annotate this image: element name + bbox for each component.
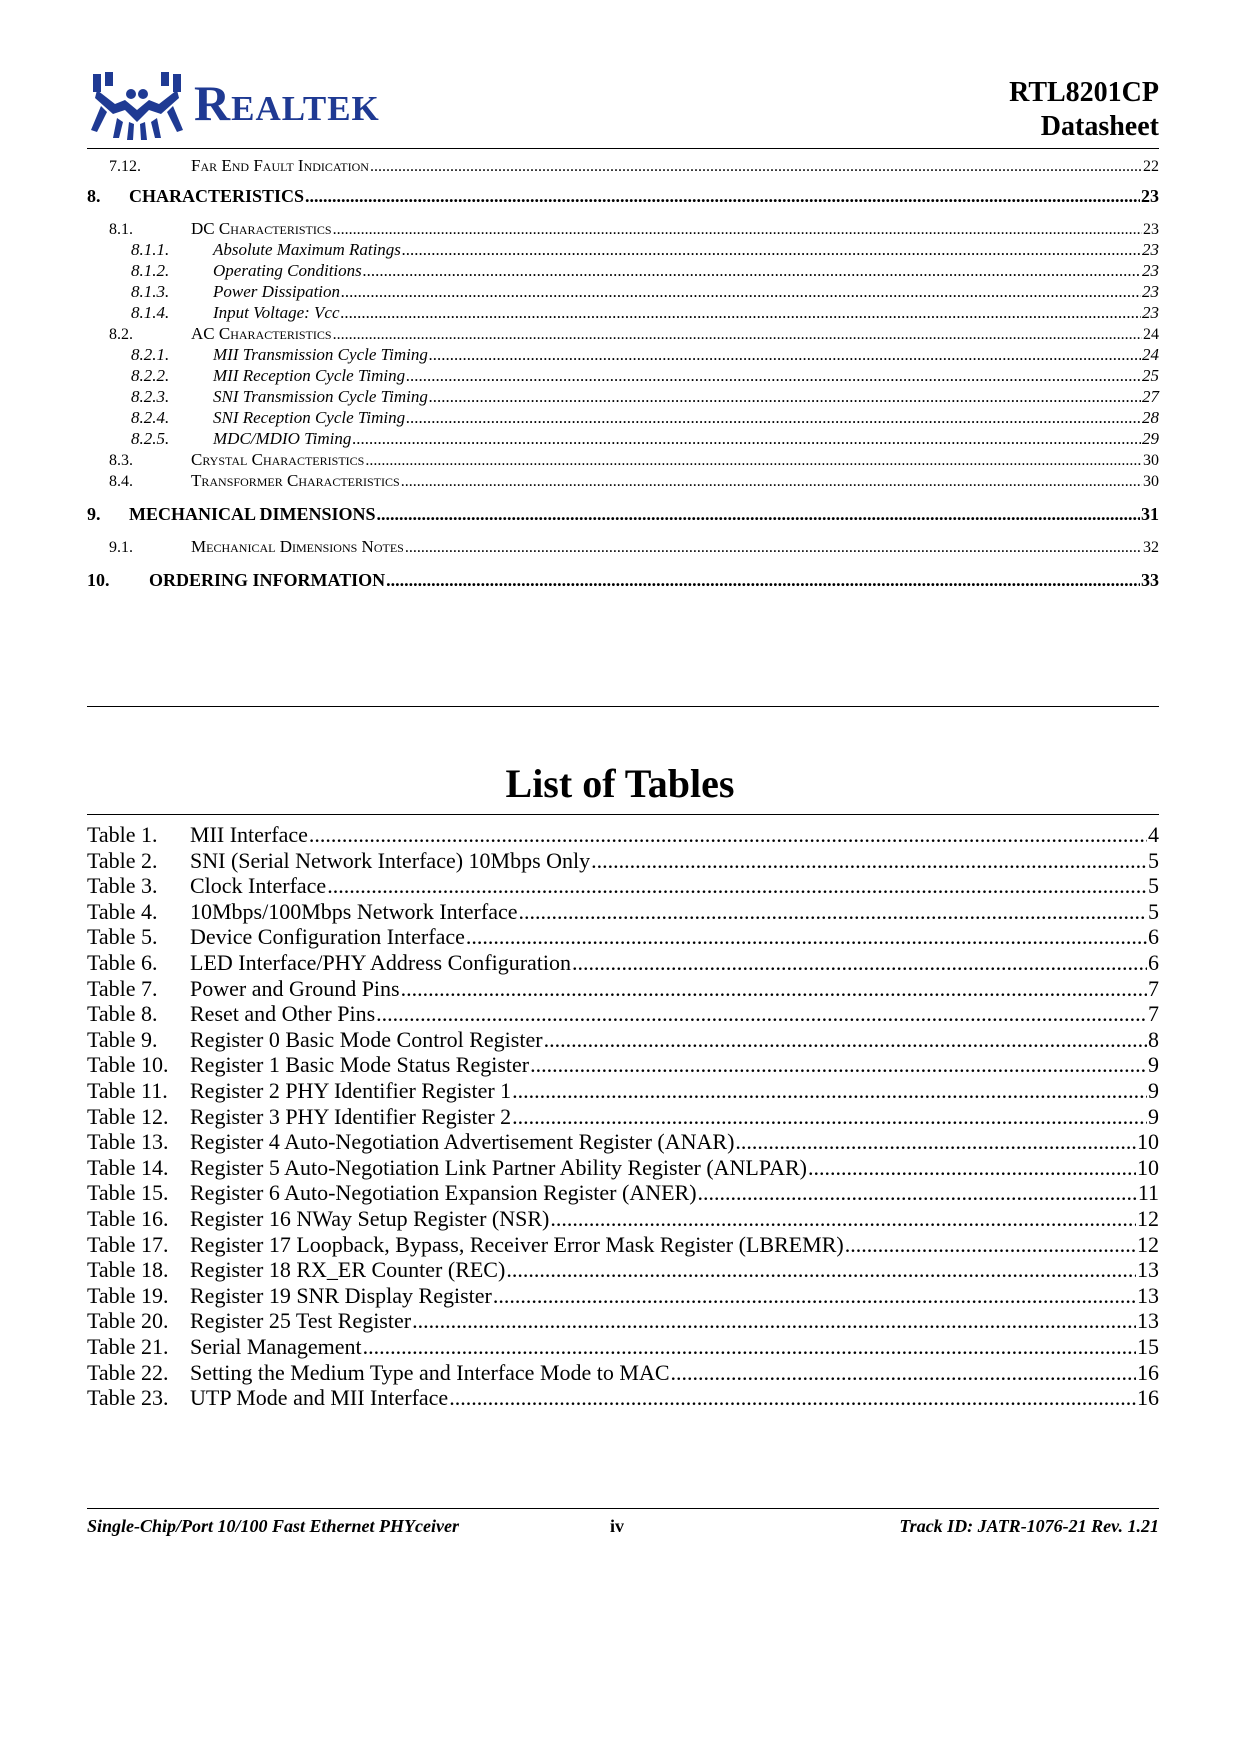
toc-entry[interactable] xyxy=(87,240,1159,260)
toc-entry-title: Absolute Maximum Ratings xyxy=(213,240,401,259)
list-of-tables-entry[interactable] xyxy=(87,1308,1159,1334)
list-of-tables-entry[interactable] xyxy=(87,950,1159,976)
table-title: Register 3 PHY Identifier Register 2 xyxy=(190,1103,512,1129)
table-dot-leader xyxy=(572,950,1147,976)
list-of-tables-entry[interactable] xyxy=(87,1283,1159,1309)
toc-entry-number: 8.1.3. xyxy=(131,282,170,301)
table-page: 7 xyxy=(1148,975,1159,1001)
footer-divider xyxy=(87,1508,1159,1509)
realtek-logo xyxy=(87,70,417,145)
table-page: 8 xyxy=(1148,1026,1159,1052)
toc-entry[interactable] xyxy=(87,408,1159,428)
list-of-tables-entry[interactable] xyxy=(87,899,1159,925)
toc-entry[interactable] xyxy=(87,303,1159,323)
table-title: MII Interface xyxy=(190,822,308,847)
toc-entry-page: 32 xyxy=(1143,539,1159,556)
toc-entry-page: 33 xyxy=(1141,570,1159,590)
table-title: Register 18 RX_ER Counter (REC) xyxy=(190,1257,506,1283)
table-label: Table 14. xyxy=(87,1154,169,1180)
product-name: RTL8201CP xyxy=(1009,77,1159,108)
toc-entry[interactable] xyxy=(87,261,1159,281)
table-label: Table 16. xyxy=(87,1206,169,1231)
toc-entry-number: 8.4. xyxy=(109,473,133,490)
toc-entry-title: Far End Fault Indication xyxy=(191,156,369,175)
toc-entry-number: 8.2.5. xyxy=(131,429,170,448)
document-type: Datasheet xyxy=(1040,111,1159,142)
toc-entry-number: 9. xyxy=(87,504,101,524)
realtek-crab-logo-icon xyxy=(87,70,187,142)
list-of-tables-entry[interactable] xyxy=(87,976,1159,1002)
toc-entry-number: 9.1. xyxy=(109,539,133,556)
toc-entry-page: 23 xyxy=(1142,240,1159,259)
toc-dot-leader xyxy=(429,387,1141,407)
list-of-tables-entry[interactable] xyxy=(87,1155,1159,1181)
table-label: Table 9. xyxy=(87,1026,158,1052)
table-dot-leader xyxy=(735,1129,1136,1155)
table-page: 9 xyxy=(1148,1078,1159,1103)
toc-entry-title: CHARACTERISTICS xyxy=(129,186,305,206)
table-title: 10Mbps/100Mbps Network Interface xyxy=(190,898,518,924)
table-label: Table 13. xyxy=(87,1129,169,1155)
toc-entry-number: 8.2. xyxy=(109,326,133,343)
toc-entry[interactable] xyxy=(87,345,1159,365)
table-page: 7 xyxy=(1148,1001,1159,1027)
list-of-tables-entry[interactable] xyxy=(87,1257,1159,1283)
toc-dot-leader xyxy=(406,408,1141,428)
table-dot-leader xyxy=(309,822,1147,848)
list-of-tables-entry[interactable] xyxy=(87,1052,1159,1078)
toc-entry-page: 24 xyxy=(1142,345,1159,364)
toc-entry-page: 30 xyxy=(1143,473,1159,490)
table-label: Table 22. xyxy=(87,1359,169,1385)
page-footer xyxy=(87,1516,1159,1542)
toc-entry-page: 31 xyxy=(1141,504,1159,524)
table-title: Reset and Other Pins xyxy=(190,1001,376,1027)
table-page: 5 xyxy=(1148,898,1159,924)
toc-entry-title: MII Transmission Cycle Timing xyxy=(213,345,428,364)
table-page: 9 xyxy=(1148,1052,1159,1078)
toc-dot-leader xyxy=(365,452,1142,470)
toc-entry[interactable] xyxy=(87,366,1159,386)
toc-entry[interactable] xyxy=(87,282,1159,302)
table-page: 16 xyxy=(1137,1385,1159,1411)
toc-dot-leader xyxy=(370,158,1142,176)
table-dot-leader xyxy=(808,1155,1136,1181)
toc-dot-leader xyxy=(341,303,1141,323)
toc-entry[interactable] xyxy=(87,504,1159,525)
table-label: Table 3. xyxy=(87,873,158,899)
toc-dot-leader xyxy=(429,345,1141,365)
table-dot-leader xyxy=(327,873,1147,899)
table-title: Register 5 Auto-Negotiation Link Partner Ability Register (ANLPAR) xyxy=(190,1154,807,1180)
list-of-tables-entry[interactable] xyxy=(87,1129,1159,1155)
table-title: SNI (Serial Network Interface) 10Mbps Only xyxy=(190,847,591,873)
toc-entry[interactable] xyxy=(87,537,1159,557)
table-dot-leader xyxy=(698,1180,1137,1206)
toc-entry-number: 8. xyxy=(87,186,101,206)
toc-entry-number: 8.2.4. xyxy=(131,408,170,427)
table-title: Device Configuration Interface xyxy=(190,924,465,950)
table-title: Register 16 NWay Setup Register (NSR) xyxy=(190,1206,550,1231)
list-of-tables-entry[interactable] xyxy=(87,924,1159,950)
table-page: 10 xyxy=(1137,1129,1159,1155)
toc-entry-page: 29 xyxy=(1142,429,1159,448)
table-dot-leader xyxy=(506,1257,1136,1283)
table-page: 13 xyxy=(1137,1257,1159,1283)
toc-entry[interactable] xyxy=(87,324,1159,344)
table-page: 13 xyxy=(1137,1308,1159,1334)
table-label: Table 23. xyxy=(87,1385,169,1411)
toc-entry-page: 30 xyxy=(1143,452,1159,469)
toc-entry-title: MII Reception Cycle Timing xyxy=(213,366,406,385)
table-label: Table 2. xyxy=(87,847,158,873)
table-dot-leader xyxy=(519,899,1148,925)
table-title: Register 1 Basic Mode Status Register xyxy=(190,1052,530,1078)
toc-entry[interactable] xyxy=(87,450,1159,470)
table-title: Register 6 Auto-Negotiation Expansion Register (ANER) xyxy=(190,1180,697,1206)
table-dot-leader xyxy=(363,1334,1136,1360)
toc-entry-title: MDC/MDIO Timing xyxy=(213,429,352,448)
table-label: Table 4. xyxy=(87,898,158,924)
list-of-tables-entry[interactable] xyxy=(87,1360,1159,1386)
table-page: 5 xyxy=(1148,873,1159,899)
table-dot-leader xyxy=(512,1104,1147,1130)
toc-entry-title: Crystal Characteristics xyxy=(191,450,365,469)
toc-dot-leader xyxy=(363,261,1141,281)
toc-entry[interactable] xyxy=(87,156,1159,176)
table-dot-leader xyxy=(376,1001,1147,1027)
toc-entry[interactable] xyxy=(87,219,1159,239)
list-of-tables-entry[interactable] xyxy=(87,873,1159,899)
toc-dot-leader xyxy=(386,570,1140,591)
table-label: Table 18. xyxy=(87,1257,169,1283)
table-dot-leader xyxy=(671,1360,1136,1386)
toc-entry-title: Input Voltage: Vcc xyxy=(213,303,340,322)
toc-entry-title: Mechanical Dimensions Notes xyxy=(191,537,404,556)
table-label: Table 21. xyxy=(87,1334,169,1359)
table-label: Table 19. xyxy=(87,1282,169,1308)
table-dot-leader xyxy=(845,1232,1136,1258)
toc-entry-title: Operating Conditions xyxy=(213,261,362,280)
toc-entry-number: 8.1.2. xyxy=(131,261,170,280)
toc-entry-page: 24 xyxy=(1143,326,1159,343)
table-label: Table 15. xyxy=(87,1180,169,1206)
table-page: 4 xyxy=(1148,822,1159,847)
brand-name: Realtek xyxy=(194,75,380,131)
toc-entry-page: 23 xyxy=(1142,282,1159,301)
list-of-tables-divider xyxy=(87,814,1159,815)
list-of-tables-entry[interactable] xyxy=(87,848,1159,874)
table-dot-leader xyxy=(530,1052,1147,1078)
toc-entry-number: 8.2.3. xyxy=(131,387,170,406)
toc-entry-page: 23 xyxy=(1142,261,1159,280)
toc-entry-title: SNI Reception Cycle Timing xyxy=(213,408,406,427)
toc-entry[interactable] xyxy=(87,429,1159,449)
table-page: 9 xyxy=(1148,1103,1159,1129)
section-divider xyxy=(87,706,1159,707)
table-title: Register 2 PHY Identifier Register 1 xyxy=(190,1078,512,1103)
table-label: Table 17. xyxy=(87,1231,169,1257)
toc-dot-leader xyxy=(405,539,1142,557)
list-of-tables-entry[interactable] xyxy=(87,1206,1159,1232)
table-title: Register 4 Auto-Negotiation Advertisement Register (ANAR) xyxy=(190,1129,735,1155)
toc-entry-page: 28 xyxy=(1142,408,1159,427)
list-of-tables-entry[interactable] xyxy=(87,822,1159,848)
table-page: 6 xyxy=(1148,950,1159,975)
toc-entry-title: ORDERING INFORMATION xyxy=(149,570,386,590)
table-page: 12 xyxy=(1137,1231,1159,1257)
table-label: Table 12. xyxy=(87,1103,169,1129)
table-title: Setting the Medium Type and Interface Mode to MAC xyxy=(190,1359,670,1385)
table-title: Register 17 Loopback, Bypass, Receiver Error Mask Register (LBREMR) xyxy=(190,1231,844,1257)
toc-entry[interactable] xyxy=(87,186,1159,207)
table-label: Table 10. xyxy=(87,1052,169,1078)
table-dot-leader xyxy=(493,1283,1136,1309)
list-of-tables-entry[interactable] xyxy=(87,1180,1159,1206)
list-of-tables-entry[interactable] xyxy=(87,1027,1159,1053)
toc-dot-leader xyxy=(352,429,1141,449)
toc-entry-page: 23 xyxy=(1143,221,1159,238)
table-page: 11 xyxy=(1137,1180,1159,1206)
toc-entry[interactable] xyxy=(87,570,1159,591)
toc-entry-title: MECHANICAL DIMENSIONS xyxy=(129,504,376,524)
toc-dot-leader xyxy=(402,240,1141,260)
toc-entry-title: SNI Transmission Cycle Timing xyxy=(213,387,428,406)
table-dot-leader xyxy=(591,848,1147,874)
toc-entry-title: Power Dissipation xyxy=(213,282,341,301)
table-dot-leader xyxy=(512,1078,1147,1104)
table-label: Table 11. xyxy=(87,1078,168,1103)
list-of-tables-entry[interactable] xyxy=(87,1104,1159,1130)
toc-dot-leader xyxy=(401,473,1142,491)
toc-entry-number: 8.2.2. xyxy=(131,366,170,385)
table-page: 15 xyxy=(1137,1334,1159,1359)
toc-entry-title: DC Characteristics xyxy=(191,219,332,238)
table-page: 13 xyxy=(1137,1282,1159,1308)
table-dot-leader xyxy=(466,924,1147,950)
toc-entry-title: Transformer Characteristics xyxy=(191,471,400,490)
toc-entry[interactable] xyxy=(87,387,1159,407)
toc-entry-number: 8.1.1. xyxy=(131,240,170,259)
toc-entry-page: 23 xyxy=(1142,303,1159,322)
toc-entry-number: 8.2.1. xyxy=(131,345,170,364)
table-dot-leader xyxy=(550,1206,1136,1232)
toc-dot-leader xyxy=(333,326,1142,344)
table-title: Register 0 Basic Mode Control Register xyxy=(190,1026,543,1052)
header-divider xyxy=(87,148,1159,149)
toc-entry-title: AC Characteristics xyxy=(191,324,332,343)
table-page: 5 xyxy=(1148,847,1159,873)
toc-entry-page: 27 xyxy=(1142,387,1159,406)
toc-entry-number: 7.12. xyxy=(109,158,141,175)
toc-entry-page: 23 xyxy=(1141,186,1159,206)
table-page: 6 xyxy=(1148,924,1159,950)
toc-dot-leader xyxy=(305,186,1140,207)
table-page: 12 xyxy=(1137,1206,1159,1231)
toc-entry-page: 22 xyxy=(1143,158,1159,175)
list-of-tables-entry[interactable] xyxy=(87,1385,1159,1411)
document-id xyxy=(1009,76,1159,144)
toc-entry-number: 10. xyxy=(87,570,110,590)
table-title: Clock Interface xyxy=(190,873,327,899)
toc-entry[interactable] xyxy=(87,471,1159,491)
table-dot-leader xyxy=(401,976,1147,1002)
table-label: Table 1. xyxy=(87,822,158,847)
table-title: Register 19 SNR Display Register xyxy=(190,1282,492,1308)
list-of-tables-entry[interactable] xyxy=(87,1001,1159,1027)
toc-entry-page: 25 xyxy=(1142,366,1159,385)
table-label: Table 5. xyxy=(87,924,158,950)
toc-dot-leader xyxy=(333,221,1142,239)
table-page: 10 xyxy=(1137,1154,1159,1180)
table-label: Table 8. xyxy=(87,1001,158,1027)
list-of-tables-entry[interactable] xyxy=(87,1334,1159,1360)
footer-track-id: Track ID: JATR-1076-21 Rev. 1.21 xyxy=(899,1516,1159,1536)
list-of-tables-entry[interactable] xyxy=(87,1232,1159,1258)
table-title: Serial Management xyxy=(190,1334,362,1359)
page-number: iv xyxy=(610,1516,625,1536)
table-title: Power and Ground Pins xyxy=(190,975,400,1001)
table-label: Table 6. xyxy=(87,950,158,975)
list-of-tables-entry[interactable] xyxy=(87,1078,1159,1104)
table-title: Register 25 Test Register xyxy=(190,1308,412,1334)
table-label: Table 20. xyxy=(87,1308,169,1334)
table-dot-leader xyxy=(412,1308,1136,1334)
table-page: 16 xyxy=(1137,1359,1159,1385)
table-label: Table 7. xyxy=(87,975,158,1001)
toc-entry-number: 8.3. xyxy=(109,452,133,469)
toc-dot-leader xyxy=(406,366,1141,386)
table-dot-leader xyxy=(449,1385,1136,1411)
toc-dot-leader xyxy=(341,282,1141,302)
toc-entry-number: 8.1. xyxy=(109,221,133,238)
table-title: LED Interface/PHY Address Configuration xyxy=(190,950,572,975)
list-of-tables-heading: List of Tables xyxy=(505,761,735,806)
table-dot-leader xyxy=(544,1027,1147,1053)
table-title: UTP Mode and MII Interface xyxy=(190,1385,449,1411)
footer-product-line: Single-Chip/Port 10/100 Fast Ethernet PHYceiver xyxy=(87,1516,460,1536)
toc-entry-number: 8.1.4. xyxy=(131,303,170,322)
toc-dot-leader xyxy=(377,504,1140,525)
page-header xyxy=(87,70,1159,150)
